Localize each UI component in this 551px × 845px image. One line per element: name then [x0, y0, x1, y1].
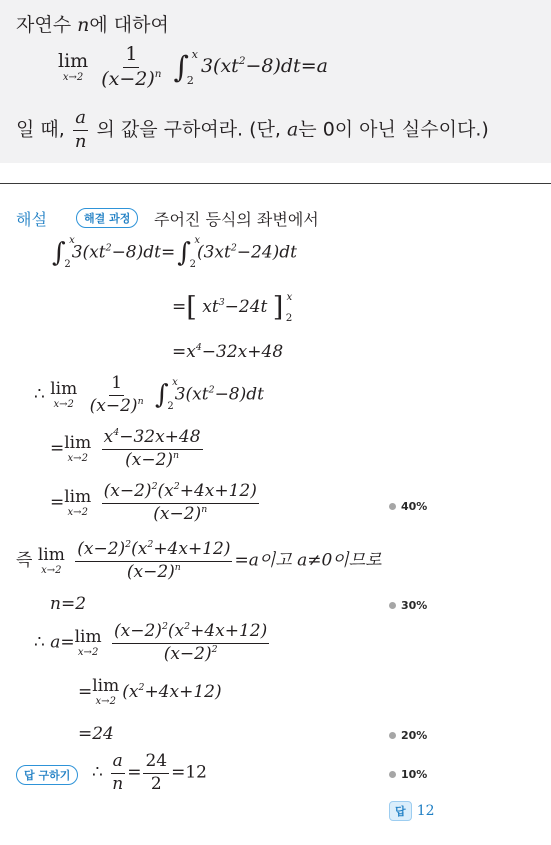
solution-line-11: =24 — [78, 724, 114, 744]
solution-line-10: = lim x→2 $(x^2+4x+12)$ — [78, 676, 222, 707]
process-badge: 해결 과정 — [76, 207, 138, 228]
final-answer-value: 12 — [416, 803, 435, 819]
score-percent-2: 30% — [389, 599, 427, 612]
solution-line-5: = lim x→2 $\frac{x^4-32x+48}{(x-2)^n}$ — [50, 427, 201, 470]
problem-intro: 자연수 n에 대하여 — [16, 14, 169, 36]
solution-line-7: 즉 lim x→2 $\frac{(x-2)^2(x^2+4x+12)}{(x-2)^n}$ =a이고 a≠0이므로 — [16, 539, 382, 582]
solution-line-6: = lim x→2 $\frac{(x-2)^2(x^2+4x+12)}{(x-2)^n}$ — [50, 481, 257, 524]
solution-line-4: ∴ lim x→2 $\frac{1}{(x-2)^n}$ ∫ x 2 $3(xt^2-8)dt$ — [34, 373, 264, 416]
answer-badge: 답 구하기 — [16, 764, 78, 785]
solution-line-2: =[ $xt^3-24t$ ] x 2 — [172, 291, 293, 324]
solution-line-1: ∫ x 2 $3(xt^2-8)dt=\int$ x 2 $(3xt^2-24)dt$ — [52, 235, 298, 271]
score-percent-3: 20% — [389, 729, 427, 742]
problem-box — [0, 0, 551, 163]
score-percent-4: 10% — [389, 768, 427, 781]
solution-line-3: $=x^4-32x+48$ — [172, 342, 284, 362]
problem-equation: lim x→2 $\frac{1}{(x-2)^n}$ ∫ x 2 $3(xt^2-8)dt=a$ — [58, 43, 328, 90]
divider — [0, 183, 551, 184]
solution-intro: 주어진 등식의 좌변에서 — [154, 210, 319, 229]
problem-question: 일 때, $\frac{a}{n}$ 의 값을 구하여라. (단, a는 0이 아닌 실수이다.) — [16, 107, 489, 152]
solution-line-9: ∴ a= lim x→2 $\frac{(x-2)^2(x^2+4x+12)}{(x-2)^2}$ — [34, 621, 268, 664]
final-answer — [389, 800, 435, 821]
final-answer-label: 답 — [389, 801, 412, 821]
answer-line: ∴ $\frac{a}{n}$ = $\frac{24}{2}$ =12 — [92, 751, 207, 794]
score-percent-1: 40% — [389, 500, 427, 513]
solution-label: 해설 — [16, 210, 47, 229]
solution-n-value: n=2 — [50, 594, 87, 614]
